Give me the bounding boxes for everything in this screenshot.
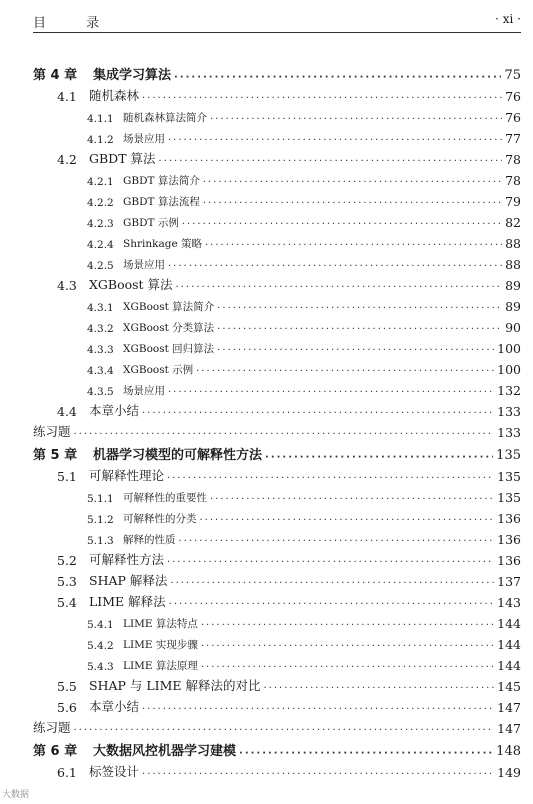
toc-entry-page: 144 [497, 658, 521, 673]
toc-entry-page: 90 [505, 320, 521, 335]
toc-entry-page: 88 [505, 257, 521, 272]
toc-entry-title: LIME 解释法 [89, 594, 166, 609]
toc-entry-page: 88 [505, 236, 521, 251]
toc-entry-title: SHAP 解释法 [89, 573, 168, 588]
toc-entry-page: 145 [497, 679, 521, 694]
toc-entry-sub[interactable] [33, 652, 521, 673]
toc-entry-section[interactable] [33, 568, 521, 589]
toc-entry-title: 本章小结 [89, 403, 140, 418]
toc-entry-title: 可解释性理论 [89, 468, 165, 483]
toc-entry-title: GBDT 示例 [123, 217, 179, 229]
toc-entry-title: 场景应用 [123, 133, 165, 145]
dot-leader [203, 199, 502, 209]
toc-entry-title: 随机森林 [89, 88, 140, 103]
toc-entry-number: 4.3.2 [87, 323, 114, 335]
dot-leader [210, 115, 502, 125]
toc-entry-sub[interactable] [33, 167, 521, 188]
dot-leader [182, 220, 502, 230]
toc-entry-section[interactable] [33, 759, 521, 780]
toc-entry-number: 4.3.3 [87, 344, 114, 356]
toc-entry-chapter[interactable] [33, 440, 521, 463]
toc-entry-page: 136 [497, 511, 521, 526]
toc-entry-number: 第 6 章 [33, 744, 78, 759]
toc-entry-section[interactable] [33, 589, 521, 610]
toc-entry-title: 可解释性方法 [89, 552, 165, 567]
toc-entry-title: SHAP 与 LIME 解释法的对比 [89, 678, 261, 693]
toc-entry-number: 4.3.1 [87, 302, 114, 314]
toc-entry-page: 135 [497, 490, 521, 505]
toc-entry-number: 4.2.5 [87, 260, 114, 272]
toc-entry-title: 解释的性质 [123, 534, 176, 546]
toc-entry-section[interactable] [33, 272, 521, 293]
toc-entry-title: 大数据风控机器学习建模 [93, 744, 237, 759]
toc-entry-number: 4.1.2 [87, 134, 114, 146]
toc-entry-page: 89 [505, 299, 521, 314]
toc-entry-title: 随机森林算法简介 [123, 112, 207, 124]
toc-entry-title: 场景应用 [123, 385, 165, 397]
dot-leader [167, 558, 494, 568]
toc-entry-number: 第 5 章 [33, 448, 78, 463]
toc-entry-page: 100 [497, 341, 521, 356]
toc-entry-section[interactable] [33, 463, 521, 484]
toc-entry-number: 5.1 [57, 469, 77, 484]
toc-entry-section[interactable] [33, 673, 521, 694]
toc-entry-title: GBDT 算法流程 [123, 196, 200, 208]
toc-entry-title: 本章小结 [89, 699, 140, 714]
toc-entry-sub[interactable] [33, 209, 521, 230]
toc-entry-title: 机器学习模型的可解释性方法 [93, 448, 263, 463]
dot-leader [176, 283, 503, 293]
toc-entry-page: 147 [497, 700, 521, 715]
dot-leader [142, 94, 502, 104]
toc-entry-number: 5.1.2 [87, 514, 114, 526]
toc-entry-number: 5.1.3 [87, 535, 114, 547]
toc-entry-sub[interactable] [33, 377, 521, 398]
toc-entry-title: GBDT 算法 [89, 151, 156, 166]
toc-entry-page: 136 [497, 553, 521, 568]
toc-entry-number: 5.1.1 [87, 493, 114, 505]
toc-entry-sub[interactable] [33, 610, 521, 631]
toc-entry-page: 148 [496, 744, 521, 759]
toc-entry-title: XGBoost 算法 [89, 277, 173, 292]
toc-entry-page: 78 [505, 173, 521, 188]
toc-entry-title: LIME 算法原理 [123, 660, 198, 672]
toc-entry-number: 4.2.1 [87, 176, 114, 188]
toc-entry-number: 5.4.2 [87, 640, 114, 652]
toc-entry-number: 4.2 [57, 152, 77, 167]
toc-entry-title: GBDT 算法简介 [123, 175, 200, 187]
toc-entry-section[interactable] [33, 83, 521, 104]
toc-entry-sub[interactable] [33, 335, 521, 356]
toc-entry-sub[interactable] [33, 188, 521, 209]
toc-entry-page: 79 [505, 194, 521, 209]
toc-entry-exercise[interactable] [33, 715, 521, 736]
dot-leader [217, 304, 502, 314]
toc-entry-title: LIME 实现步骤 [123, 639, 198, 651]
toc-entry-section[interactable] [33, 146, 521, 167]
toc-entry-number: 4.2.4 [87, 239, 114, 251]
toc-entry-title: 场景应用 [123, 259, 165, 271]
toc-entry-title: 标签设计 [89, 764, 140, 779]
toc-entry-sub[interactable] [33, 125, 521, 146]
dot-leader [142, 770, 494, 780]
dot-leader [210, 495, 494, 505]
dot-leader [205, 241, 502, 251]
toc-entry-page: 133 [497, 404, 521, 419]
dot-leader [74, 726, 495, 736]
toc-entry-sub[interactable] [33, 104, 521, 125]
toc-entry-page: 144 [497, 637, 521, 652]
toc-entry-number: 6.1 [57, 765, 77, 780]
dot-leader [142, 409, 494, 419]
dot-leader [168, 388, 494, 398]
toc-entry-page: 135 [496, 448, 521, 463]
dot-leader [170, 579, 494, 589]
toc-entry-title: XGBoost 分类算法 [123, 322, 215, 334]
toc-entry-title: 集成学习算法 [93, 68, 172, 83]
toc-entry-title: XGBoost 示例 [123, 364, 194, 376]
toc-entry-number: 第 4 章 [33, 68, 78, 83]
watermark: 大数据 [2, 790, 30, 800]
dot-leader [201, 621, 494, 631]
dot-leader [239, 749, 493, 759]
dot-leader [179, 537, 495, 547]
toc-entry-page: 133 [497, 425, 521, 440]
toc-entry-chapter[interactable] [33, 736, 521, 759]
dot-leader [201, 663, 494, 673]
header-title: 目 录 [33, 16, 118, 31]
toc-entry-number: 5.2 [57, 553, 77, 568]
toc-entry-number: 5.4.3 [87, 661, 114, 673]
toc-entry-sub[interactable] [33, 230, 521, 251]
toc-entry-number: 4.1.1 [87, 113, 114, 125]
toc-entry-section[interactable] [33, 398, 521, 419]
dot-leader [217, 325, 502, 335]
dot-leader [174, 73, 501, 83]
dot-leader [142, 705, 494, 715]
dot-leader [203, 178, 502, 188]
dot-leader [200, 516, 495, 526]
table-of-contents [33, 60, 521, 780]
toc-entry-number: 4.1 [57, 89, 77, 104]
toc-entry-sub[interactable] [33, 631, 521, 652]
toc-entry-title: LIME 算法特点 [123, 618, 198, 630]
toc-entry-page: 136 [497, 532, 521, 547]
toc-entry-chapter[interactable] [33, 60, 521, 83]
toc-entry-title: 练习题 [33, 424, 71, 439]
toc-entry-number: 4.3.5 [87, 386, 114, 398]
dot-leader [264, 684, 495, 694]
toc-entry-page: 144 [497, 616, 521, 631]
toc-entry-page: 143 [497, 595, 521, 610]
toc-entry-page: 147 [497, 721, 521, 736]
toc-entry-number: 4.2.3 [87, 218, 114, 230]
toc-entry-page: 135 [497, 469, 521, 484]
toc-entry-number: 4.3.4 [87, 365, 114, 377]
dot-leader [201, 642, 494, 652]
dot-leader [159, 157, 503, 167]
toc-entry-page: 100 [497, 362, 521, 377]
page-number: · xi · [495, 12, 521, 26]
toc-entry-number: 5.5 [57, 679, 77, 694]
dot-leader [169, 600, 495, 610]
toc-entry-number: 5.3 [57, 574, 77, 589]
dot-leader [74, 430, 495, 440]
toc-entry-section[interactable] [33, 694, 521, 715]
toc-entry-sub[interactable] [33, 314, 521, 335]
toc-entry-number: 4.2.2 [87, 197, 114, 209]
dot-leader [168, 136, 502, 146]
toc-entry-sub[interactable] [33, 293, 521, 314]
toc-entry-page: 77 [505, 131, 521, 146]
toc-entry-exercise[interactable] [33, 419, 521, 440]
toc-entry-page: 137 [497, 574, 521, 589]
toc-entry-page: 82 [505, 215, 521, 230]
toc-entry-page: 149 [497, 765, 521, 780]
toc-entry-page: 76 [505, 110, 521, 125]
toc-entry-page: 75 [504, 68, 521, 83]
toc-entry-sub[interactable] [33, 526, 521, 547]
dot-leader [265, 453, 493, 463]
toc-entry-section[interactable] [33, 547, 521, 568]
toc-entry-sub[interactable] [33, 505, 521, 526]
toc-entry-title: 练习题 [33, 720, 71, 735]
toc-entry-page: 89 [505, 278, 521, 293]
toc-entry-sub[interactable] [33, 484, 521, 505]
toc-entry-page: 132 [497, 383, 521, 398]
toc-entry-number: 5.6 [57, 700, 77, 715]
toc-entry-title: XGBoost 回归算法 [123, 343, 215, 355]
toc-entry-number: 5.4.1 [87, 619, 114, 631]
toc-entry-sub[interactable] [33, 356, 521, 377]
toc-entry-title: XGBoost 算法简介 [123, 301, 215, 313]
dot-leader [167, 474, 494, 484]
toc-entry-number: 4.3 [57, 278, 77, 293]
toc-entry-number: 5.4 [57, 595, 77, 610]
toc-entry-number: 4.4 [57, 404, 77, 419]
page-header [33, 6, 521, 33]
toc-entry-title: Shrinkage 策略 [123, 238, 202, 250]
dot-leader [168, 262, 502, 272]
dot-leader [217, 346, 494, 356]
toc-entry-title: 可解释性的重要性 [123, 492, 207, 504]
dot-leader [196, 367, 494, 377]
toc-entry-sub[interactable] [33, 251, 521, 272]
toc-entry-page: 76 [505, 89, 521, 104]
toc-entry-title: 可解释性的分类 [123, 513, 197, 525]
toc-entry-page: 78 [505, 152, 521, 167]
